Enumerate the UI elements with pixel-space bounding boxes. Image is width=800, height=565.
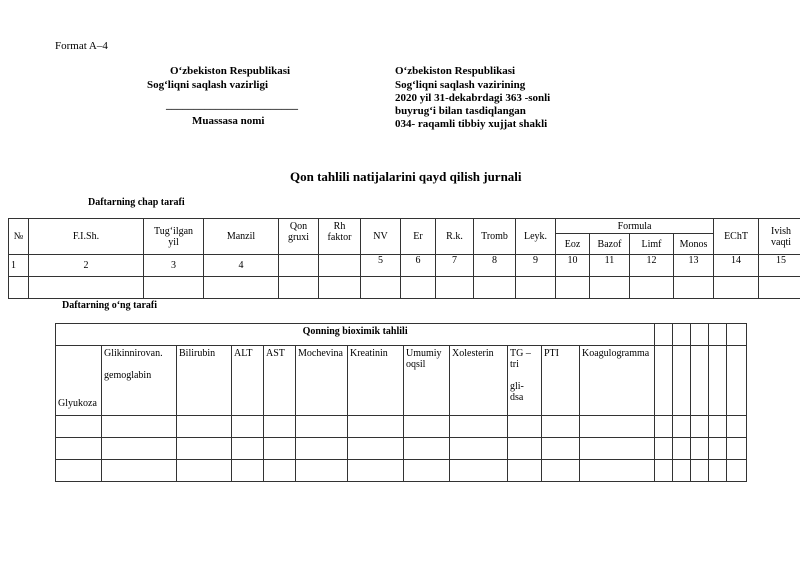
col-header-creatinine: Kreatinin xyxy=(348,346,404,416)
col-header-clotting-time: Ivish vaqti xyxy=(759,219,800,255)
col-header-glucose: Glyukoza xyxy=(56,346,102,416)
col-header-er: Er xyxy=(401,219,436,255)
column-number-row xyxy=(9,255,800,277)
left-side-label: Daftarning chap tarafi xyxy=(88,197,185,208)
col-header-nv: NV xyxy=(361,219,401,255)
col-header-bazof: Bazof xyxy=(590,234,630,255)
col-header-no: № xyxy=(9,219,29,255)
num-cell: 15 xyxy=(759,255,800,277)
num-cell: 11 xyxy=(590,255,630,277)
col-header-birth-year: Tug‘ilgan yil xyxy=(144,219,204,255)
col-header-pti: PTI xyxy=(542,346,580,416)
biochemical-analysis-table xyxy=(55,323,747,482)
col-header-ast: AST xyxy=(264,346,296,416)
col-header-echt: EChT xyxy=(714,219,759,255)
format-label: Format A–4 xyxy=(55,40,108,52)
num-cell: 1 xyxy=(9,255,29,277)
col-header-blood-group: Qon gruxi xyxy=(279,219,319,255)
col-header-eoz: Eoz xyxy=(556,234,590,255)
col-header-alt: ALT xyxy=(232,346,264,416)
num-cell: 2 xyxy=(29,255,144,277)
left-header-line2: Sog‘liqni saqlash vazirligi xyxy=(147,79,269,91)
page-title: Qon tahlili natijalarini qayd qilish jurnali xyxy=(290,169,522,184)
right-header-line5: 034- raqamli tibbiy xujjat shakli xyxy=(395,118,548,130)
right-header-line4: buyrug‘i bilan tasdiqlangan xyxy=(395,105,526,117)
table-row xyxy=(56,460,747,482)
table-row xyxy=(56,416,747,438)
left-header-line3: Muassasa nomi xyxy=(192,115,265,127)
col-header-coagulogram: Koagulogramma xyxy=(580,346,655,416)
col-header-glycated-hemoglobin: Glikinnirovan. gemoglabin xyxy=(102,346,177,416)
table-row xyxy=(9,277,800,299)
col-header-cholesterol: Xolesterin xyxy=(450,346,508,416)
col-header-limf: Limf xyxy=(630,234,674,255)
col-header-formula: Formula xyxy=(556,219,714,234)
num-cell: 5 xyxy=(361,255,401,277)
num-cell: 3 xyxy=(144,255,204,277)
col-header-address: Manzil xyxy=(204,219,279,255)
col-header-tromb: Tromb xyxy=(474,219,516,255)
num-cell: 13 xyxy=(674,255,714,277)
num-cell: 8 xyxy=(474,255,516,277)
col-header-monos: Monos xyxy=(674,234,714,255)
num-cell xyxy=(279,255,319,277)
bio-table-title: Qonning bioximik tahlili xyxy=(56,324,655,346)
col-header-urea: Mochevina xyxy=(296,346,348,416)
col-header-total-protein: Umumiy oqsil xyxy=(404,346,450,416)
num-cell: 14 xyxy=(714,255,759,277)
num-cell: 12 xyxy=(630,255,674,277)
num-cell: 4 xyxy=(204,255,279,277)
num-cell: 9 xyxy=(516,255,556,277)
header-row xyxy=(9,219,800,234)
num-cell: 7 xyxy=(436,255,474,277)
left-header-underline: ________________________ xyxy=(166,99,298,111)
col-header-fish: F.I.Sh. xyxy=(29,219,144,255)
col-header-rk: R.k. xyxy=(436,219,474,255)
bio-header-row xyxy=(56,346,747,416)
table-row xyxy=(56,438,747,460)
num-cell: 10 xyxy=(556,255,590,277)
right-header-line3: 2020 yil 31-dekabrdagi 363 -sonli xyxy=(395,92,551,104)
num-cell: 6 xyxy=(401,255,436,277)
col-header-triglycerides: TG – tri gli- dsa xyxy=(508,346,542,416)
right-header-line2: Sog‘liqni saqlash vazirining xyxy=(395,79,526,91)
col-header-bilirubin: Bilirubin xyxy=(177,346,232,416)
col-header-leyk: Leyk. xyxy=(516,219,556,255)
bio-title-row xyxy=(56,324,747,346)
left-header-line1: O‘zbekiston Respublikasi xyxy=(170,65,291,77)
right-side-label: Daftarning o‘ng tarafi xyxy=(62,300,157,311)
num-cell xyxy=(319,255,361,277)
col-header-rh-factor: Rh faktor xyxy=(319,219,361,255)
blood-analysis-table xyxy=(8,218,800,299)
right-header-line1: O‘zbekiston Respublikasi xyxy=(395,65,516,77)
